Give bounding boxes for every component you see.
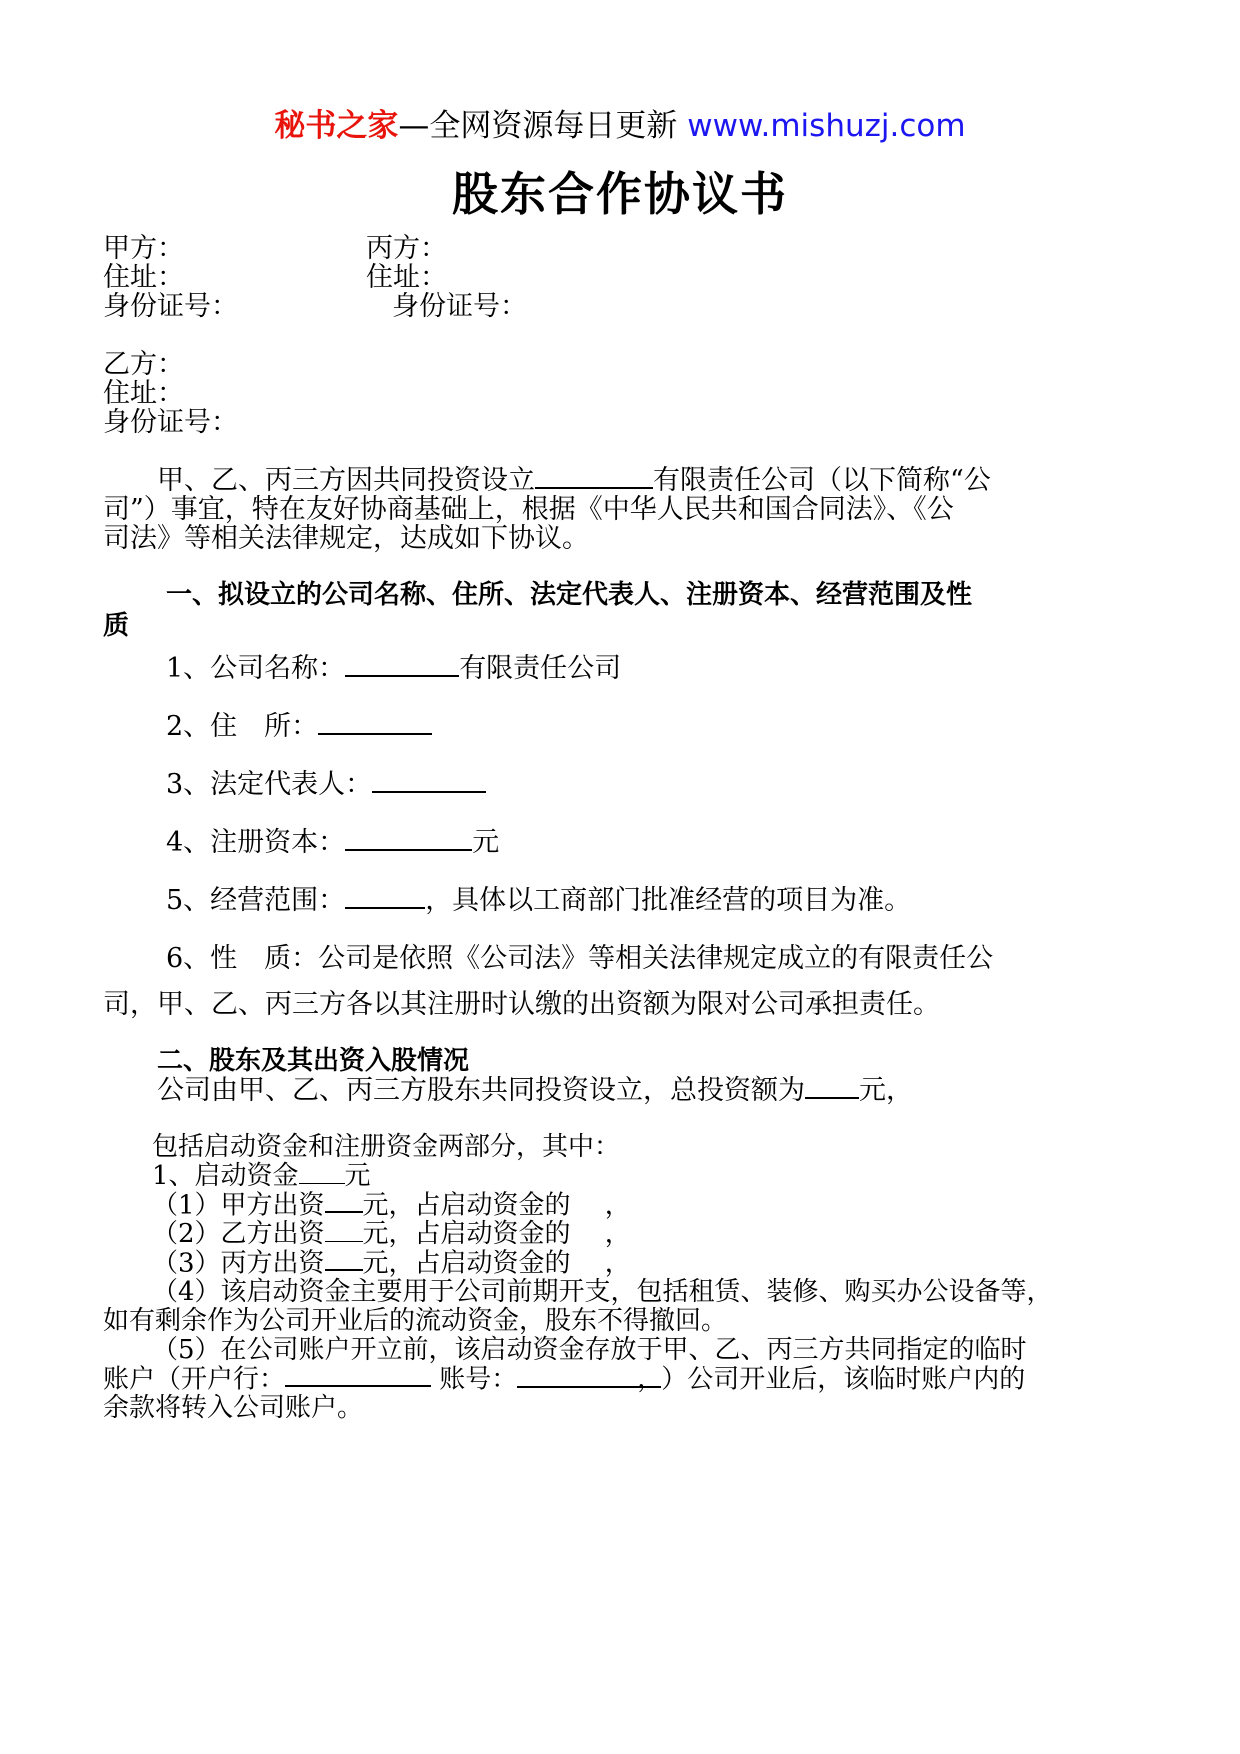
sub-2-label: （2）乙方出资	[152, 1219, 325, 1249]
party-c-label: 丙方：	[366, 233, 447, 264]
item-2-label: 2、住 所：	[166, 711, 319, 742]
item-5-blank	[345, 879, 425, 909]
section-2-line-1	[157, 1068, 913, 1107]
item-4-suffix: 元	[472, 827, 500, 858]
item-legal-rep	[166, 762, 486, 801]
account-blank	[517, 1358, 664, 1395]
startup-usage-line-2: 如有剩余作为公司开业后的流动资金，股东不得撤回。	[103, 1306, 728, 1336]
section-1-heading: 一、拟设立的公司名称、住所、法定代表人、注册资本、经营范围及性	[166, 580, 973, 610]
item-5-label: 5、经营范围：	[166, 885, 346, 916]
item-1-blank	[345, 647, 459, 677]
account-comma: ，	[637, 1364, 664, 1395]
item-nature-line-2: 司，甲、乙、丙三方各以其注册时认缴的出资额为限对公司承担责任。	[103, 989, 940, 1020]
item-2-blank	[318, 705, 432, 735]
temp-account-line-1: （5）在公司账户开立前，该启动资金存放于甲、乙、丙三方共同指定的临时	[152, 1335, 1027, 1365]
document-title: 股东合作协议书	[452, 167, 788, 221]
item-4-label: 4、注册资本：	[166, 827, 346, 858]
bank-blank	[285, 1358, 431, 1387]
startup-usage-line-1: （4）该启动资金主要用于公司前期开支，包括租赁、装修、购买办公设备等，	[152, 1277, 1053, 1307]
startup-blank	[299, 1156, 345, 1184]
item-address	[166, 704, 432, 743]
sub-1-blank	[325, 1184, 363, 1213]
item-company-name	[166, 646, 621, 685]
temp-account-text: ）公司开业后，该临时账户内的	[661, 1364, 1026, 1395]
sub-2-blank	[325, 1214, 363, 1242]
party-b-id-label: 身份证号：	[103, 407, 238, 438]
item-5-suffix: ，具体以工商部门批准经营的项目为准。	[425, 885, 912, 916]
startup-label: 1、启动资金	[152, 1161, 299, 1191]
site-header	[0, 100, 1240, 145]
startup-unit: 元	[344, 1161, 371, 1191]
section-2-line-2: 包括启动资金和注册资金两部分，其中：	[152, 1132, 621, 1162]
bank-label: 账户（开户行：	[103, 1364, 286, 1395]
company-name-blank	[535, 459, 653, 489]
sub-1-label: （1）甲方出资	[152, 1190, 325, 1221]
item-nature-line-1: 6、性 质：公司是依照《公司法》等相关法律规定成立的有限责任公	[166, 943, 994, 974]
site-url-link[interactable]: www.mishuzj.com	[687, 108, 966, 144]
investment-unit: 元，	[859, 1075, 913, 1106]
investment-text: 公司由甲、乙、丙三方股东共同投资设立，总投资额为	[157, 1075, 805, 1106]
sub-3-blank	[325, 1242, 363, 1271]
header-tagline: —全网资源每日更新	[398, 108, 678, 144]
intro-text-a: 甲、乙、丙三方因共同投资设立	[157, 465, 535, 496]
sub-1-suffix: 元，占启动资金的 ，	[362, 1190, 631, 1221]
item-1-suffix: 有限责任公司	[459, 653, 622, 684]
party-a-label: 甲方：	[103, 233, 184, 264]
section-1-heading-cont: 质	[103, 611, 130, 641]
intro-text-b: 有限责任公司（以下简称“公	[653, 465, 991, 496]
total-investment-blank	[805, 1069, 859, 1099]
party-b-address-label: 住址：	[103, 378, 184, 409]
item-3-blank	[372, 763, 486, 793]
party-c-id-label: 身份证号：	[392, 291, 527, 322]
item-3-label: 3、法定代表人：	[166, 769, 373, 800]
temp-account-line-3: 余款将转入公司账户。	[103, 1393, 364, 1423]
sub-2-suffix: 元，占启动资金的 ，	[362, 1219, 631, 1249]
account-label: 账号：	[439, 1364, 518, 1395]
item-4-blank	[345, 821, 472, 851]
party-a-id-label: 身份证号：	[103, 291, 238, 322]
section-2-heading: 二、股东及其出资入股情况	[157, 1046, 470, 1076]
item-business-scope	[166, 878, 911, 917]
sub-3-label: （3）丙方出资	[152, 1248, 325, 1279]
party-b-label: 乙方：	[103, 349, 184, 380]
party-a-address-label: 住址：	[103, 262, 184, 293]
item-registered-capital	[166, 820, 499, 859]
item-1-label: 1、公司名称：	[166, 653, 346, 684]
party-c-address-label: 住址：	[366, 262, 447, 293]
sub-3-suffix: 元，占启动资金的 ，	[362, 1248, 631, 1279]
intro-line-3: 司法》等相关法律规定，达成如下协议。	[103, 523, 589, 554]
intro-line-2: 司”）事宜，特在友好协商基础上，根据《中华人民共和国合同法》、《公	[103, 494, 954, 525]
brand-name: 秘书之家	[274, 108, 399, 144]
